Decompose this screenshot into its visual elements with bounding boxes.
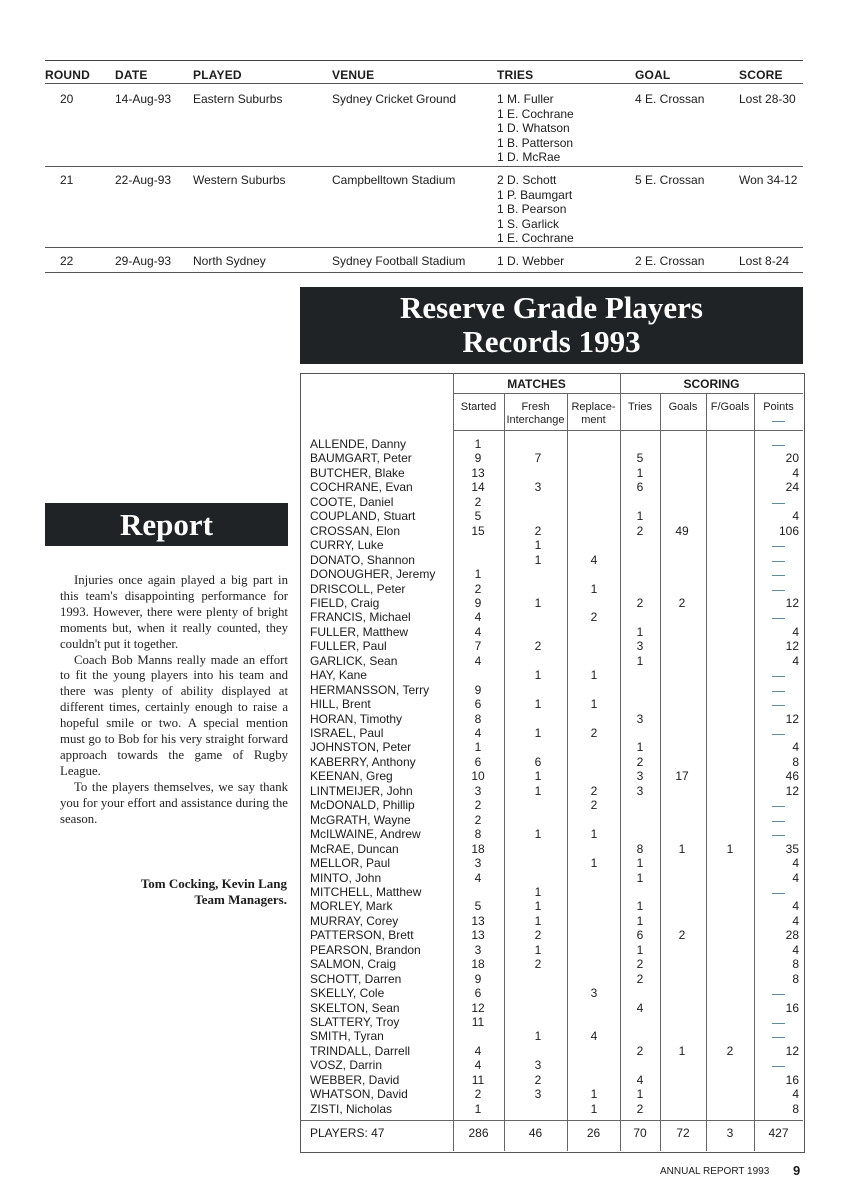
- result-score: Won 34-12: [739, 173, 798, 187]
- result-round: 22: [60, 254, 74, 268]
- player-name: TRINDALL, Darrell: [310, 1043, 411, 1058]
- player-tries: 1: [636, 509, 644, 524]
- player-fresh: 1: [534, 884, 542, 899]
- player-tries: 1: [636, 653, 644, 668]
- col-divider: [706, 393, 707, 1151]
- player-started: 13: [471, 465, 485, 480]
- player-fresh: 1: [534, 783, 542, 798]
- player-points: 8: [792, 754, 799, 769]
- result-played: Western Suburbs: [193, 173, 286, 187]
- player-name: McGRATH, Wayne: [310, 812, 411, 827]
- player-points-dash: [772, 691, 785, 692]
- player-started: 13: [471, 913, 485, 928]
- signature-title: Team Managers.: [194, 892, 287, 907]
- player-goals: 1: [678, 1043, 686, 1058]
- player-points: 8: [792, 971, 799, 986]
- banner-title-line2: Records 1993: [462, 324, 641, 359]
- result-try-scorer: 1 D. McRae: [497, 150, 561, 164]
- player-fresh: 6: [534, 754, 542, 769]
- player-fresh: 1: [534, 668, 542, 683]
- points-header-dash: [772, 421, 785, 422]
- player-name: SMITH, Tyran: [310, 1029, 384, 1044]
- player-name: MITCHELL, Matthew: [310, 884, 422, 899]
- player-name: BAUMGART, Peter: [310, 451, 412, 466]
- player-points-dash: [772, 1037, 785, 1038]
- totals-rule: [300, 1120, 803, 1121]
- player-repl: 2: [590, 610, 598, 625]
- player-tries: 2: [636, 1101, 644, 1116]
- player-tries: 1: [636, 465, 644, 480]
- player-goals: 17: [675, 769, 689, 784]
- result-date: 22-Aug-93: [115, 173, 172, 187]
- player-points: 46: [785, 769, 799, 784]
- player-started: 11: [471, 1015, 485, 1029]
- player-points-dash: [772, 705, 785, 706]
- player-started: 4: [474, 1058, 482, 1073]
- player-fresh: 2: [534, 523, 542, 538]
- player-repl: 1: [590, 827, 598, 842]
- player-fresh: 2: [534, 928, 542, 943]
- subheader-points: Points: [763, 401, 794, 413]
- player-started: 4: [474, 624, 482, 639]
- player-started: 1: [474, 740, 482, 755]
- player-started: 1: [474, 1101, 482, 1116]
- player-name: MURRAY, Corey: [310, 913, 399, 928]
- player-tries: 1: [636, 913, 644, 928]
- player-started: 10: [471, 769, 485, 784]
- player-started: 5: [474, 899, 482, 914]
- player-name: WHATSON, David: [310, 1087, 408, 1102]
- player-name: KEENAN, Greg: [310, 769, 393, 784]
- player-points-dash: [772, 835, 785, 836]
- player-name: SCHOTT, Darren: [310, 971, 402, 986]
- player-fresh: 1: [534, 595, 542, 610]
- player-goals: 49: [675, 523, 689, 538]
- player-started: 5: [474, 509, 482, 524]
- player-name: KABERRY, Anthony: [310, 754, 416, 769]
- player-repl: 1: [590, 697, 598, 712]
- player-tries: 2: [636, 971, 644, 986]
- subheader-started: Started: [460, 401, 497, 413]
- player-name: MINTO, John: [310, 870, 382, 885]
- player-name: FIELD, Craig: [310, 595, 380, 610]
- player-name: McDONALD, Phillip: [310, 798, 415, 813]
- player-started: 4: [474, 653, 482, 668]
- player-started: 9: [474, 451, 482, 466]
- player-points: 4: [792, 899, 799, 914]
- col-divider: [754, 393, 755, 1151]
- header-tries: TRIES: [497, 68, 534, 82]
- player-name: HORAN, Timothy: [310, 711, 403, 726]
- player-name: JOHNSTON, Peter: [310, 740, 412, 755]
- player-repl: 1: [590, 668, 598, 683]
- player-name: SKELTON, Sean: [310, 1000, 400, 1015]
- player-points: 24: [785, 480, 799, 495]
- player-points: 4: [792, 942, 799, 957]
- player-tries: 1: [636, 942, 644, 957]
- player-name: GARLICK, Sean: [310, 653, 398, 668]
- player-started: 7: [474, 639, 482, 654]
- player-fresh: 3: [534, 1058, 542, 1073]
- player-tries: 2: [636, 595, 644, 610]
- player-points: 4: [792, 1087, 799, 1102]
- player-fresh: 3: [534, 1087, 542, 1102]
- col-divider: [567, 393, 568, 1151]
- player-points-dash: [772, 561, 785, 562]
- player-points-dash: [772, 1023, 785, 1024]
- player-points-dash: [772, 1066, 785, 1067]
- player-started: 8: [474, 827, 482, 842]
- player-started: 3: [474, 783, 482, 798]
- totals-fgoals: 3: [726, 1126, 734, 1140]
- result-goal: 4 E. Crossan: [635, 92, 705, 106]
- results-top-rule: [45, 60, 803, 61]
- player-tries: 2: [636, 1043, 644, 1058]
- player-points: 16: [785, 1000, 799, 1015]
- player-points: 8: [792, 957, 799, 972]
- player-points: 12: [785, 639, 799, 654]
- player-name: SKELLY, Cole: [310, 986, 385, 1001]
- player-tries: 2: [636, 957, 644, 972]
- totals-points: 427: [768, 1126, 789, 1140]
- result-try-scorer: 1 P. Baumgart: [497, 187, 573, 202]
- player-points: 12: [785, 1043, 799, 1058]
- player-repl: 1: [590, 856, 598, 871]
- player-points: 4: [792, 870, 799, 885]
- result-date: 14-Aug-93: [115, 92, 172, 106]
- player-tries: 1: [636, 870, 644, 885]
- col-divider: [453, 373, 454, 1151]
- group-matches: MATCHES: [507, 377, 566, 391]
- group-scoring: SCORING: [683, 377, 740, 391]
- player-name: HAY, Kane: [310, 668, 367, 683]
- result-try-scorer: 1 M. Fuller: [497, 92, 554, 106]
- player-started: 8: [474, 711, 482, 726]
- totals-replacement: 26: [586, 1126, 601, 1140]
- player-fresh: 1: [534, 913, 542, 928]
- player-points: 20: [785, 451, 799, 466]
- player-points: 106: [778, 523, 799, 538]
- results-row-separator: [45, 247, 803, 248]
- player-fresh: 1: [534, 697, 542, 712]
- player-started: 3: [474, 856, 482, 871]
- player-started: 1: [474, 567, 482, 582]
- player-points-dash: [772, 575, 785, 576]
- player-points: 12: [785, 711, 799, 726]
- player-points: 28: [785, 928, 799, 943]
- player-name: BUTCHER, Blake: [310, 465, 405, 480]
- player-started: 4: [474, 1043, 482, 1058]
- player-tries: 2: [636, 523, 644, 538]
- sub-header-rule: [453, 430, 803, 431]
- player-fresh: 1: [534, 726, 542, 740]
- player-fresh: 3: [534, 480, 542, 495]
- player-tries: 1: [636, 856, 644, 871]
- totals-fresh: 46: [528, 1126, 543, 1140]
- player-name: HILL, Brent: [310, 697, 371, 712]
- player-points-dash: [772, 445, 785, 446]
- banner-title-line1: Reserve Grade Players: [400, 290, 703, 325]
- player-points-dash: [772, 994, 785, 995]
- player-name: COOTE, Daniel: [310, 494, 394, 509]
- player-started: 11: [471, 1072, 485, 1087]
- report-paragraph: Injuries once again played a big part in this team's disappointing performance for 1993. However, there were plenty of bright moments but, when it really counted, they couldn't put it together.: [60, 573, 288, 651]
- player-started: 3: [474, 942, 482, 957]
- player-fresh: 7: [534, 451, 542, 466]
- player-tries: 3: [636, 769, 644, 784]
- report-heading: Report: [45, 503, 288, 546]
- subheader-fgoals: F/Goals: [710, 401, 750, 413]
- player-tries: 5: [636, 451, 644, 466]
- player-name: SALMON, Craig: [310, 957, 397, 972]
- player-points: 4: [792, 465, 799, 480]
- result-try-scorer: 1 D. Whatson: [497, 121, 570, 135]
- player-tries: 8: [636, 841, 644, 856]
- player-repl: 1: [590, 1087, 598, 1102]
- player-fresh: 2: [534, 1072, 542, 1087]
- player-name: FULLER, Matthew: [310, 624, 409, 639]
- col-divider: [504, 393, 505, 1151]
- totals-started: 286: [468, 1126, 489, 1140]
- player-name: ZISTI, Nicholas: [310, 1101, 393, 1116]
- player-repl: 4: [590, 552, 598, 567]
- player-name: DONATO, Shannon: [310, 552, 415, 567]
- player-started: 15: [471, 523, 485, 538]
- result-goal: 2 E. Crossan: [635, 254, 705, 268]
- player-fresh: 1: [534, 827, 542, 842]
- player-repl: 2: [590, 726, 598, 740]
- player-repl: 2: [590, 798, 598, 813]
- result-try-scorer: 2 D. Schott: [497, 173, 557, 187]
- player-fresh: 1: [534, 552, 542, 567]
- player-started: 9: [474, 682, 482, 697]
- player-points: 4: [792, 624, 799, 639]
- report-paragraph: To the players themselves, we say thank you for your effort and assistance during the season.: [60, 779, 288, 826]
- footer-label: ANNUAL REPORT 1993: [660, 1166, 770, 1177]
- player-repl: 3: [590, 986, 598, 1001]
- player-started: 2: [474, 581, 482, 596]
- player-goals: 1: [678, 841, 686, 856]
- results-row-separator: [45, 272, 803, 273]
- records-banner: [300, 287, 803, 364]
- player-started: 9: [474, 595, 482, 610]
- result-score: Lost 28-30: [739, 92, 796, 106]
- totals-label: PLAYERS: 47: [310, 1126, 385, 1140]
- player-points: 4: [792, 856, 799, 871]
- player-points: 16: [785, 1072, 799, 1087]
- player-name: MELLOR, Paul: [310, 856, 391, 871]
- report-body: [60, 573, 288, 828]
- subheader-fresh-interchange: Fresh Interchange: [506, 401, 565, 426]
- player-points: 12: [785, 595, 799, 610]
- player-started: 18: [471, 957, 485, 972]
- player-goals: 2: [678, 595, 686, 610]
- result-try-scorer: 1 B. Patterson: [497, 135, 574, 150]
- player-started: 4: [474, 870, 482, 885]
- player-tries: 6: [636, 480, 644, 495]
- player-points: 4: [792, 653, 799, 668]
- player-points-dash: [772, 893, 785, 894]
- player-name: ALLENDE, Danny: [310, 437, 407, 451]
- player-fresh: 1: [534, 899, 542, 914]
- totals-tries: 70: [633, 1126, 647, 1140]
- results-row-separator: [45, 166, 803, 167]
- player-fresh: 1: [534, 769, 542, 784]
- player-points: 4: [792, 509, 799, 524]
- player-fg: 2: [726, 1043, 734, 1058]
- player-points-dash: [772, 618, 785, 619]
- player-name: CROSSAN, Elon: [310, 523, 401, 538]
- player-points: 4: [792, 913, 799, 928]
- subheader-replacement: Replace- ment: [571, 401, 616, 426]
- player-started: 2: [474, 812, 482, 827]
- header-played: PLAYED: [193, 68, 242, 82]
- player-points: 35: [785, 841, 799, 856]
- player-started: 2: [474, 494, 482, 509]
- player-started: 13: [471, 928, 485, 943]
- result-venue: Campbelltown Stadium: [332, 173, 456, 187]
- result-venue: Sydney Cricket Ground: [332, 92, 457, 106]
- result-date: 29-Aug-93: [115, 254, 172, 268]
- player-name: DRISCOLL, Peter: [310, 581, 406, 596]
- player-name: LINTMEIJER, John: [310, 783, 413, 798]
- player-tries: 1: [636, 1087, 644, 1102]
- result-try-scorer: 1 S. Garlick: [497, 216, 560, 231]
- player-started: 2: [474, 1087, 482, 1102]
- header-round: ROUND: [45, 68, 90, 82]
- header-venue: VENUE: [332, 68, 375, 82]
- player-fresh: 1: [534, 538, 542, 553]
- result-try-scorer: 1 E. Cochrane: [497, 106, 574, 121]
- player-fresh: 1: [534, 1029, 542, 1044]
- signature-names: Tom Cocking, Kevin Lang: [140, 876, 287, 891]
- player-points-dash: [772, 590, 785, 591]
- player-name: VOSZ, Darrin: [310, 1058, 383, 1073]
- report-paragraph: Coach Bob Manns really made an effort to fit the young players into his team and there was plenty of ability displayed at different times, certainly enough to raise a hopeful smile or two. A special mention must go to Bob for his very straight forward approach towards the game of Rugby League.: [60, 652, 288, 778]
- player-tries: 6: [636, 928, 644, 943]
- header-score: SCORE: [739, 68, 783, 82]
- result-round: 21: [60, 173, 74, 187]
- player-name: COUPLAND, Stuart: [310, 509, 416, 524]
- player-repl: 2: [590, 783, 598, 798]
- player-fg: 1: [726, 841, 734, 856]
- results-header-rule: [45, 83, 803, 84]
- player-points-dash: [772, 806, 785, 807]
- player-name: MORLEY, Mark: [310, 899, 393, 914]
- player-started: 18: [471, 841, 485, 856]
- player-fresh: 2: [534, 957, 542, 972]
- result-try-scorer: 1 B. Pearson: [497, 202, 567, 216]
- player-repl: 1: [590, 581, 598, 596]
- player-started: 4: [474, 610, 482, 625]
- player-tries: 4: [636, 1072, 644, 1087]
- player-started: 9: [474, 971, 482, 986]
- player-started: 2: [474, 798, 482, 813]
- player-repl: 4: [590, 1029, 598, 1044]
- player-points-dash: [772, 676, 785, 677]
- player-name: ISRAEL, Paul: [310, 726, 384, 740]
- player-name: WEBBER, David: [310, 1072, 400, 1087]
- player-points: 4: [792, 740, 799, 755]
- player-name: DONOUGHER, Jeremy: [310, 567, 436, 582]
- result-goal: 5 E. Crossan: [635, 173, 705, 187]
- player-tries: 1: [636, 740, 644, 755]
- player-tries: 3: [636, 711, 644, 726]
- player-started: 6: [474, 986, 482, 1001]
- col-divider: [660, 393, 661, 1151]
- player-name: HERMANSSON, Terry: [310, 682, 430, 697]
- player-started: 6: [474, 697, 482, 712]
- player-name: COCHRANE, Evan: [310, 480, 413, 495]
- totals-goals: 72: [676, 1126, 690, 1140]
- player-goals: 2: [678, 928, 686, 943]
- group-header-rule: [453, 393, 803, 394]
- player-points-dash: [772, 734, 785, 735]
- player-name: SLATTERY, Troy: [310, 1015, 400, 1029]
- player-points: 12: [785, 783, 799, 798]
- result-try-scorer: 1 E. Cochrane: [497, 231, 574, 245]
- player-name: McILWAINE, Andrew: [310, 827, 421, 842]
- player-tries: 1: [636, 624, 644, 639]
- result-round: 20: [60, 92, 74, 106]
- player-name: PATTERSON, Brett: [310, 928, 414, 943]
- result-try-scorer: 1 D. Webber: [497, 254, 565, 268]
- player-name: McRAE, Duncan: [310, 841, 399, 856]
- player-fresh: 2: [534, 639, 542, 654]
- result-played: Eastern Suburbs: [193, 92, 283, 106]
- player-started: 4: [474, 726, 482, 740]
- result-played: North Sydney: [193, 254, 266, 268]
- player-name: FRANCIS, Michael: [310, 610, 411, 625]
- result-venue: Sydney Football Stadium: [332, 254, 466, 268]
- subheader-goals: Goals: [668, 401, 698, 413]
- result-score: Lost 8-24: [739, 254, 790, 268]
- player-name: CURRY, Luke: [310, 538, 384, 553]
- player-name: PEARSON, Brandon: [310, 942, 421, 957]
- header-goal: GOAL: [635, 68, 671, 82]
- subheader-tries: Tries: [627, 401, 653, 413]
- player-points-dash: [772, 503, 785, 504]
- player-points-dash: [772, 821, 785, 822]
- player-name: FULLER, Paul: [310, 639, 387, 654]
- player-repl: 1: [590, 1101, 598, 1116]
- player-fresh: 1: [534, 942, 542, 957]
- player-started: 1: [474, 437, 482, 451]
- player-tries: 3: [636, 639, 644, 654]
- player-tries: 2: [636, 754, 644, 769]
- player-tries: 1: [636, 899, 644, 914]
- player-started: 14: [471, 480, 485, 495]
- page-number: 9: [793, 1163, 801, 1178]
- player-started: 6: [474, 754, 482, 769]
- player-tries: 4: [636, 1000, 644, 1015]
- player-tries: 3: [636, 783, 644, 798]
- header-date: DATE: [115, 68, 148, 82]
- player-started: 12: [471, 1000, 485, 1015]
- player-points: 8: [792, 1101, 799, 1116]
- player-points-dash: [772, 546, 785, 547]
